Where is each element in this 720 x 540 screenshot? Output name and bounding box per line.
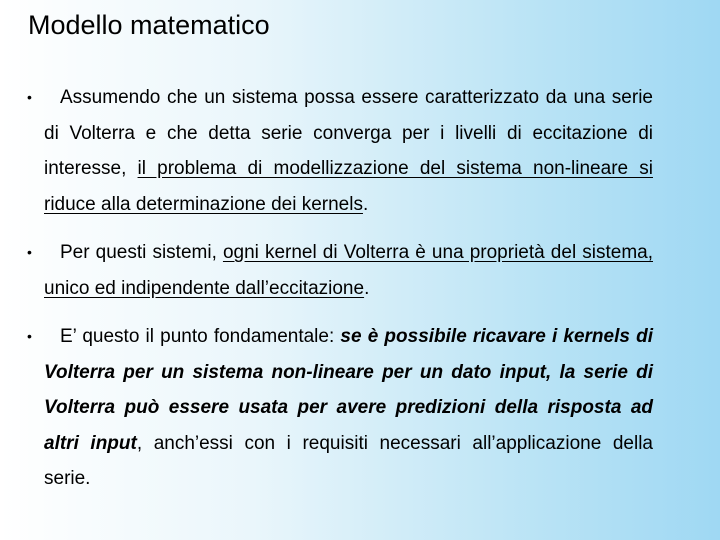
bullet-list xyxy=(27,80,653,497)
bullet-icon: • xyxy=(27,89,32,105)
bullet-text: E’ questo il punto fondamentale: xyxy=(60,326,341,347)
emphasized-text: se è possibile ricavare i kernels di Volterra per un sistema non-lineare per un dato input, la serie di Volterra può essere usata per avere predizioni della risposta ad altri input xyxy=(44,326,653,454)
bullet-text: . xyxy=(362,193,369,215)
bullet-text: Per questi sistemi, xyxy=(60,242,223,263)
bullet-icon: • xyxy=(27,244,32,260)
bullet-text: . xyxy=(364,277,370,299)
bullet-icon: • xyxy=(27,328,32,344)
bullet-text: Assumendo che un sistema possa essere caratterizzato da una serie di Volterra e che detta serie converga per i livelli di eccitazione di interesse, xyxy=(44,87,653,179)
underlined-text: il problema di modellizzazione del sistema non-lineare si riduce alla determinazione dei kernels xyxy=(44,158,653,215)
underlined-text: ogni kernel di Volterra è una proprietà del sistema, unico ed indipendente dall’eccitazione xyxy=(44,242,653,299)
bullet-item xyxy=(27,80,653,222)
slide-title: Modello matematico xyxy=(28,10,270,40)
bullet-item xyxy=(27,319,653,497)
bullet-item xyxy=(27,235,653,306)
bullet-text: , anch’essi con i requisiti necessari all’applicazione della serie. xyxy=(44,432,653,489)
